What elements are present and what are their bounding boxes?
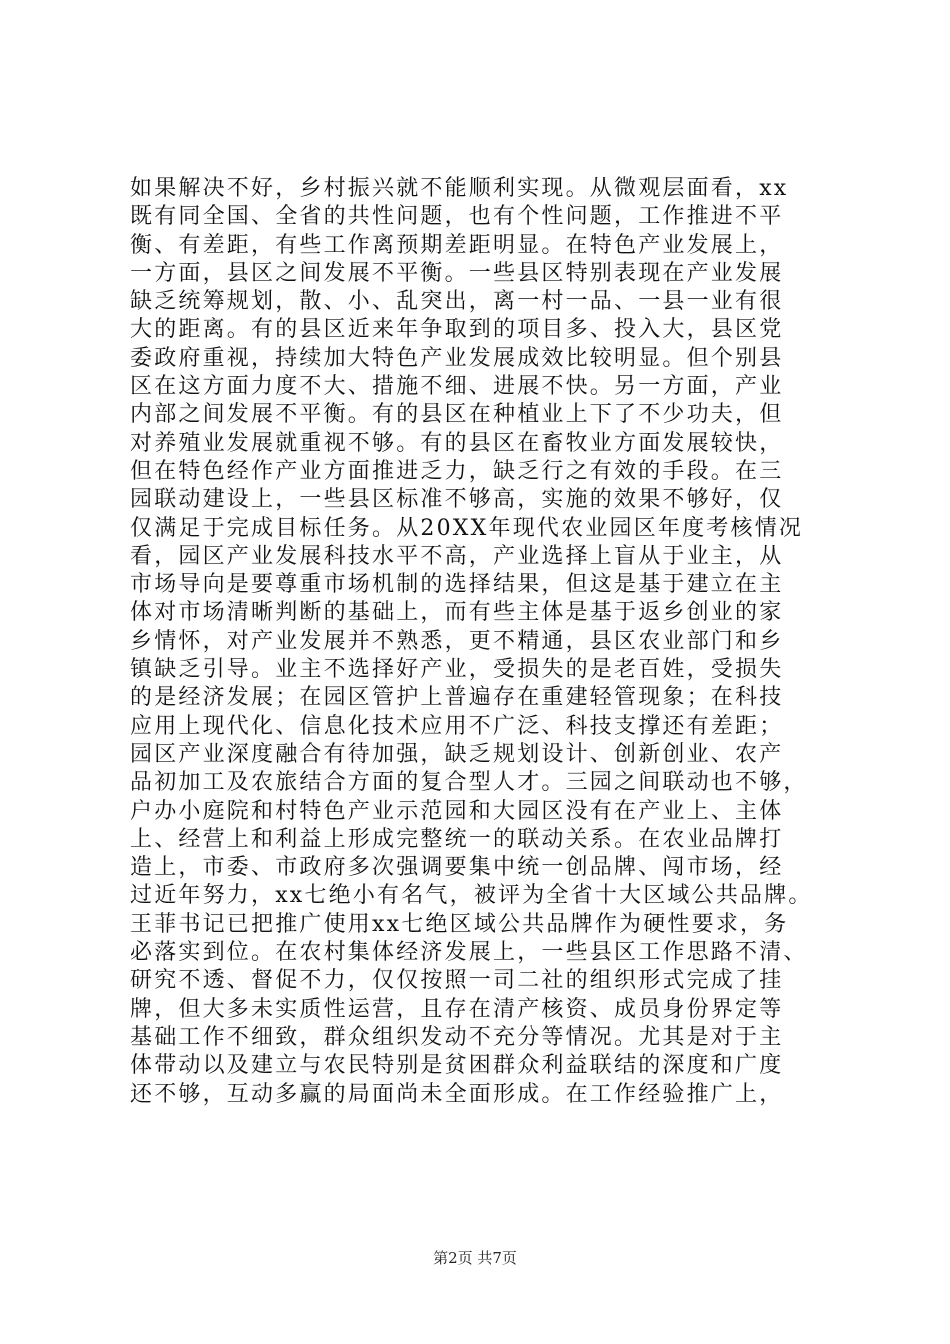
text-line: 既有同全国、全省的共性问题，也有个性问题，工作推进不平	[130, 204, 784, 230]
text-line: 王菲书记已把推广使用xx七绝区域公共品牌作为硬性要求，务	[130, 911, 789, 937]
text-line: 研究不透、督促不力，仅仅按照一司二社的组织形式完成了挂	[130, 968, 784, 994]
text-line: 仅满足于完成目标任务。从20XX年现代农业园区年度考核情况	[130, 515, 804, 541]
text-line: 的是经济发展；在园区管护上普遍存在重建轻管现象；在科技	[130, 685, 784, 711]
text-line: 户办小庭院和村特色产业示范园和大园区没有在产业上、主体	[130, 798, 784, 824]
text-line: 基础工作不细致，群众组织发动不充分等情况。尤其是对于主	[130, 1024, 784, 1050]
text-line: 还不够，互动多赢的局面尚未全面形成。在工作经验推广上，	[130, 1081, 784, 1107]
text-line: 缺乏统筹规划，散、小、乱突出，离一村一品、一县一业有很	[130, 289, 784, 315]
text-line: 委政府重视，持续加大特色产业发展成效比较明显。但个别县	[130, 345, 784, 371]
text-line: 衡、有差距，有些工作离预期差距明显。在特色产业发展上，	[130, 232, 784, 258]
text-line: 乡情怀，对产业发展并不熟悉，更不精通，县区农业部门和乡	[130, 628, 784, 654]
text-line: 体带动以及建立与农民特别是贫困群众利益联结的深度和广度	[130, 1053, 784, 1079]
text-line: 牌，但大多未实质性运营，且存在清产核资、成员身份界定等	[130, 996, 784, 1022]
text-line: 园联动建设上，一些县区标准不够高，实施的效果不够好，仅	[130, 487, 784, 513]
text-line: 对养殖业发展就重视不够。有的县区在畜牧业方面发展较快，	[130, 430, 784, 456]
page-footer: 第2页 共7页	[433, 1249, 517, 1267]
text-line: 上、经营上和利益上形成完整统一的联动关系。在农业品牌打	[130, 826, 784, 852]
body-paragraph	[130, 175, 830, 1109]
text-line: 必落实到位。在农村集体经济发展上，一些县区工作思路不清、	[130, 940, 808, 966]
text-line: 体对市场清晰判断的基础上，而有些主体是基于返乡创业的家	[130, 600, 784, 626]
text-line: 一方面，县区之间发展不平衡。一些县区特别表现在产业发展	[130, 260, 784, 286]
text-line: 品初加工及农旅结合方面的复合型人才。三园之间联动也不够，	[130, 770, 808, 796]
text-line: 园区产业深度融合有待加强，缺乏规划设计、创新创业、农产	[130, 741, 784, 767]
text-line: 如果解决不好，乡村振兴就不能顺利实现。从微观层面看，xx	[130, 176, 789, 201]
text-line: 区在这方面力度不大、措施不细、进展不快。另一方面，产业	[130, 374, 784, 400]
text-line: 内部之间发展不平衡。有的县区在种植业上下了不少功夫，但	[130, 402, 784, 428]
text-line: 应用上现代化、信息化技术应用不广泛、科技支撑还有差距；	[130, 713, 784, 739]
text-line: 市场导向是要尊重市场机制的选择结果，但这是基于建立在主	[130, 572, 784, 598]
text-line: 镇缺乏引导。业主不选择好产业，受损失的是老百姓，受损失	[130, 657, 784, 683]
text-line: 看，园区产业发展科技水平不高，产业选择上盲从于业主，从	[130, 543, 784, 569]
text-line: 造上，市委、市政府多次强调要集中统一创品牌、闯市场，经	[130, 855, 784, 881]
text-line: 大的距离。有的县区近来年争取到的项目多、投入大，县区党	[130, 317, 784, 343]
text-line: 过近年努力，xx七绝小有名气，被评为全省十大区域公共品牌。	[130, 883, 813, 909]
text-line: 但在特色经作产业方面推进乏力，缺乏行之有效的手段。在三	[130, 458, 784, 484]
